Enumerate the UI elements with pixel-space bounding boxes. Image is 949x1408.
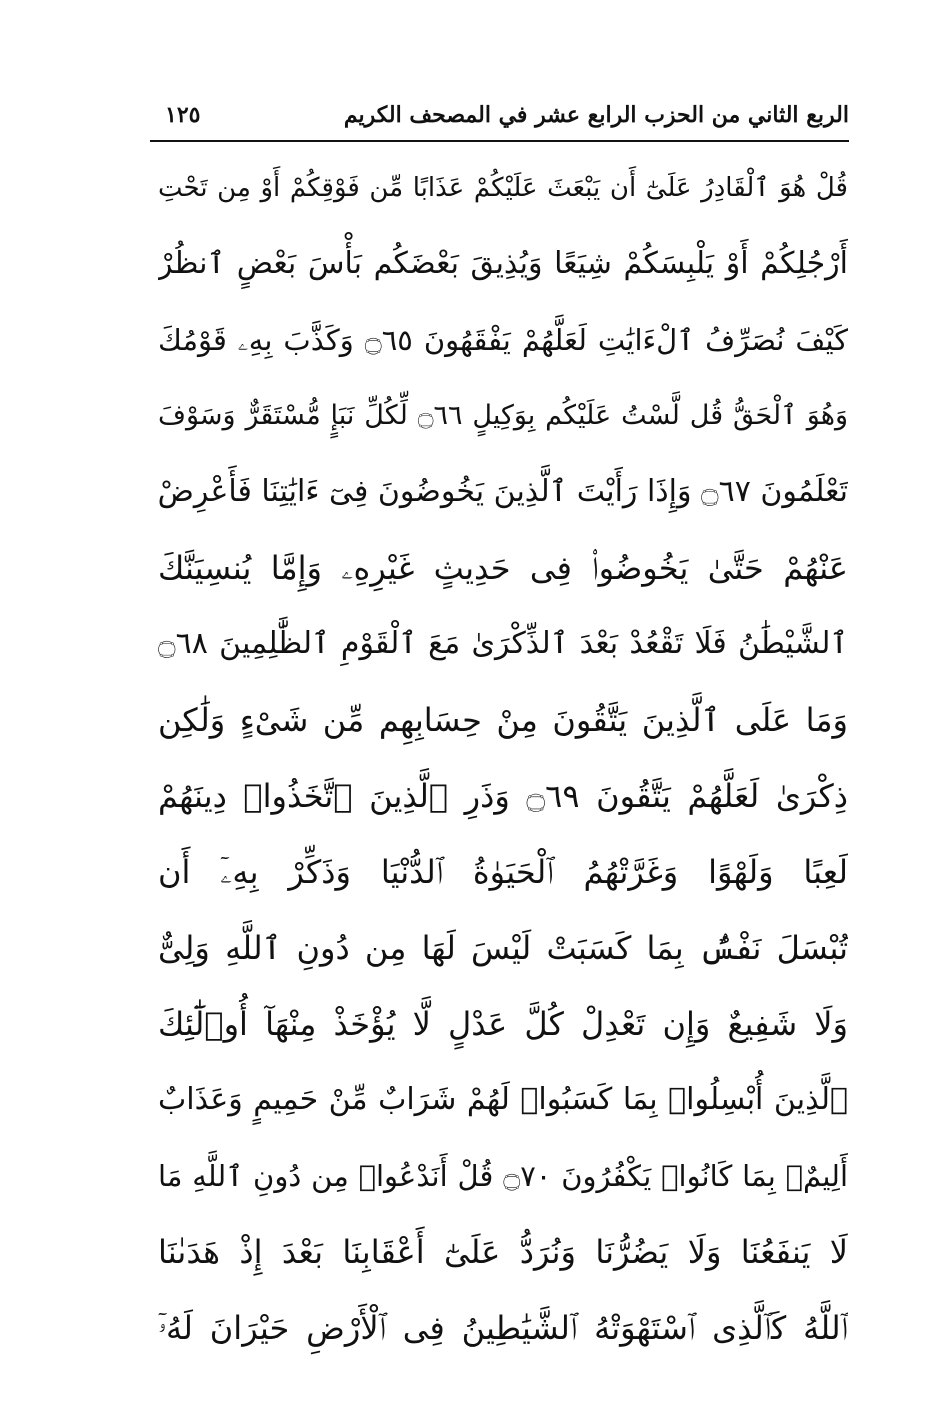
text-line: لَعِبًا وَلَهْوًا وَغَرَّتْهُمُ ٱلْحَيَوٰةُ ٱلدُّنْيَا وَذَكِّرْ بِهِۦٓ أَن: [158, 853, 848, 891]
text-line: ٱلشَّيْطَٰنُ فَلَا تَقْعُدْ بَعْدَ ٱلذِّكْرَىٰ مَعَ ٱلْقَوْمِ ٱلظَّٰلِمِينَ ۝٦٨: [158, 626, 848, 661]
text-line: تُبْسَلَ نَفْسٌۢ بِمَا كَسَبَتْ لَيْسَ لَهَا مِن دُونِ ٱللَّهِ وَلِىٌّ: [158, 929, 848, 967]
header-divider: [150, 140, 849, 142]
page-header: [165, 100, 849, 136]
text-line: وَمَا عَلَى ٱلَّذِينَ يَتَّقُونَ مِنْ حِسَابِهِم مِّن شَىْءٍ وَلَٰكِن: [158, 701, 848, 739]
header-title: الربع الثاني من الحزب الرابع عشر في المصحف الكريم: [343, 102, 849, 128]
text-line: لَا يَنفَعُنَا وَلَا يَضُرُّنَا وَنُرَدُّ عَلَىٰٓ أَعْقَابِنَا بَعْدَ إِذْ هَدَىٰنَا: [158, 1233, 848, 1271]
text-line: قُلْ هُوَ ٱلْقَادِرُ عَلَىٰٓ أَن يَبْعَثَ عَلَيْكُمْ عَذَابًا مِّن فَوْقِكُمْ أَوْ مِن تَحْتِ: [158, 173, 848, 203]
text-line: تَعْلَمُونَ ۝٦٧ وَإِذَا رَأَيْتَ ٱلَّذِينَ يَخُوضُونَ فِىٓ ءَايَٰتِنَا فَأَعْرِضْ: [158, 474, 848, 509]
page-number: ١٢٥: [165, 102, 201, 128]
text-line: ٱلَّذِينَ أُبْسِلُوا۟ بِمَا كَسَبُوا۟ لَهُمْ شَرَابٌ مِّنْ حَمِيمٍ وَعَذَابٌ: [158, 1082, 848, 1117]
quran-text-block: [158, 150, 848, 1366]
text-line: ذِكْرَىٰ لَعَلَّهُمْ يَتَّقُونَ ۝٦٩ وَذَرِ ٱلَّذِينَ ٱتَّخَذُوا۟ دِينَهُمْ: [158, 777, 848, 815]
text-line: ٱللَّهُ كَٱلَّذِى ٱسْتَهْوَتْهُ ٱلشَّيَٰطِينُ فِى ٱلْأَرْضِ حَيْرَانَ لَهُۥٓ: [158, 1309, 848, 1347]
text-line: كَيْفَ نُصَرِّفُ ٱلْءَايَٰتِ لَعَلَّهُمْ يَفْقَهُونَ ۝٦٥ وَكَذَّبَ بِهِۦ قَوْمُكَ: [158, 323, 848, 357]
text-line: أَلِيمٌۢ بِمَا كَانُوا۟ يَكْفُرُونَ ۝٧٠ قُلْ أَنَدْعُوا۟ مِن دُونِ ٱللَّهِ مَا: [158, 1159, 848, 1193]
text-line: وَهُوَ ٱلْحَقُّ قُل لَّسْتُ عَلَيْكُم بِوَكِيلٍ ۝٦٦ لِّكُلِّ نَبَإٍ مُّسْتَقَرٌّ وَسَوْفَ: [158, 400, 848, 431]
text-line: وَلَا شَفِيعٌ وَإِن تَعْدِلْ كُلَّ عَدْلٍ لَّا يُؤْخَذْ مِنْهَآ أُو۟لَٰٓئِكَ: [158, 1005, 848, 1043]
text-line: أَرْجُلِكُمْ أَوْ يَلْبِسَكُمْ شِيَعًا وَيُذِيقَ بَعْضَكُم بَأْسَ بَعْضٍ ٱنظُرْ: [158, 246, 848, 281]
text-line: عَنْهُمْ حَتَّىٰ يَخُوضُوا۟ فِى حَدِيثٍ غَيْرِهِۦ وَإِمَّا يُنسِيَنَّكَ: [158, 549, 848, 587]
